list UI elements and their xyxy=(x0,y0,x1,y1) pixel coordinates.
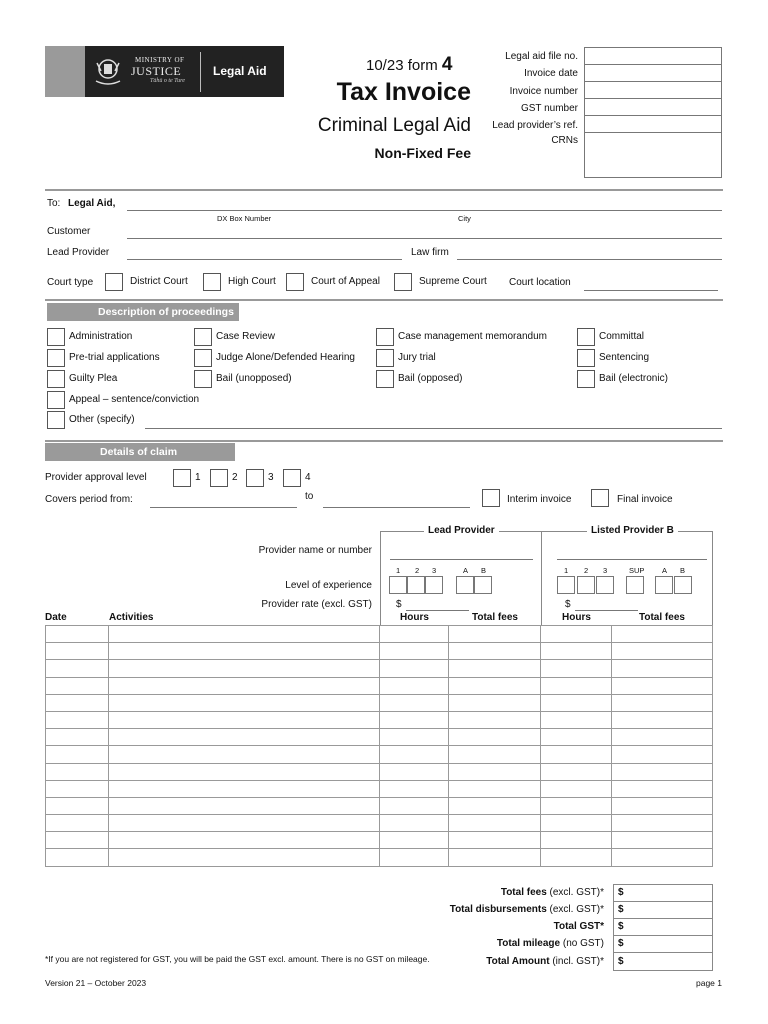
to-value: Legal Aid, xyxy=(68,198,116,209)
listed-fees-cell[interactable] xyxy=(612,797,713,814)
lead-rate-dollar: $ xyxy=(396,599,402,610)
court-of-appeal-checkbox[interactable] xyxy=(286,273,304,291)
supreme-court-checkbox[interactable] xyxy=(394,273,412,291)
case-review-checkbox[interactable] xyxy=(194,328,212,346)
dx-box-label: DX Box Number xyxy=(217,214,272,223)
divider xyxy=(45,299,723,301)
lead-fees-cell[interactable] xyxy=(449,746,541,763)
total-mileage-label-bold: Total mileage xyxy=(496,938,561,949)
appeal-label: Appeal – sentence/conviction xyxy=(69,394,200,405)
total-amount-field[interactable] xyxy=(613,952,713,971)
activity-cell[interactable] xyxy=(108,729,380,746)
total-fees-label-bold: Total fees xyxy=(500,887,547,898)
date-cell[interactable] xyxy=(46,677,109,694)
date-cell[interactable] xyxy=(46,626,109,643)
activity-cell[interactable] xyxy=(108,711,380,728)
listed-level-b: B xyxy=(680,566,686,575)
approval-2-label: 2 xyxy=(232,472,238,483)
listed-fees-cell[interactable] xyxy=(612,677,713,694)
table-row xyxy=(46,832,713,849)
listed-exp-b-box[interactable] xyxy=(674,576,692,594)
activity-cell[interactable] xyxy=(108,643,380,660)
listed-hours-cell[interactable] xyxy=(541,780,612,797)
period-to-label: to xyxy=(305,491,314,502)
table-row xyxy=(46,780,713,797)
lead-provider-label: Lead Provider xyxy=(47,247,110,258)
lead-fees-cell[interactable] xyxy=(449,677,541,694)
approval-1-checkbox[interactable] xyxy=(173,469,191,487)
invoice-number-field[interactable] xyxy=(584,81,722,98)
bail-unopposed-checkbox[interactable] xyxy=(194,370,212,388)
table-row xyxy=(46,711,713,728)
file-no-field[interactable] xyxy=(584,47,722,64)
listed-provider-name-field[interactable] xyxy=(557,559,707,560)
case-review-label: Case Review xyxy=(216,331,275,342)
approval-2-checkbox[interactable] xyxy=(210,469,228,487)
court-location-field[interactable] xyxy=(584,290,718,291)
lead-fees-cell[interactable] xyxy=(449,815,541,832)
invoice-date-label: Invoice date xyxy=(524,68,578,79)
total-mileage-field[interactable] xyxy=(613,935,713,953)
invoice-number-label: Invoice number xyxy=(509,86,578,97)
listed-fees-cell[interactable] xyxy=(612,660,713,677)
listed-fees-cell[interactable] xyxy=(612,746,713,763)
district-court-checkbox[interactable] xyxy=(105,273,123,291)
listed-hours-cell[interactable] xyxy=(541,660,612,677)
interim-invoice-checkbox[interactable] xyxy=(482,489,500,507)
total-mileage-label xyxy=(497,938,604,949)
page-subsubtitle: Non-Fixed Fee xyxy=(374,145,471,161)
invoice-date-field[interactable] xyxy=(584,64,722,81)
activities-table xyxy=(45,625,713,867)
lead-ref-field[interactable] xyxy=(584,115,722,132)
logo-legal-aid: Legal Aid xyxy=(213,64,267,78)
other-checkbox[interactable] xyxy=(47,411,65,429)
date-cell[interactable] xyxy=(46,660,109,677)
lead-fees-cell[interactable] xyxy=(449,660,541,677)
total-gst-field[interactable] xyxy=(613,918,713,936)
lead-hours-cell[interactable] xyxy=(380,729,449,746)
listed-rate-field[interactable] xyxy=(575,610,638,611)
form-code-text: 10/23 form xyxy=(366,57,438,74)
listed-exp-a-box[interactable] xyxy=(655,576,673,594)
lead-rate-field[interactable] xyxy=(406,610,469,611)
listed-exp-3-box[interactable] xyxy=(596,576,614,594)
committal-label: Committal xyxy=(599,331,645,342)
bail-electronic-checkbox[interactable] xyxy=(577,370,595,388)
jury-trial-label: Jury trial xyxy=(398,352,436,363)
listed-hours-cell[interactable] xyxy=(541,832,612,849)
activity-cell[interactable] xyxy=(108,763,380,780)
lead-hours-cell[interactable] xyxy=(380,746,449,763)
lead-fees-cell[interactable] xyxy=(449,626,541,643)
listed-hours-cell[interactable] xyxy=(541,643,612,660)
total-amount-label-bold: Total Amount xyxy=(486,956,550,967)
committal-checkbox[interactable] xyxy=(577,328,595,346)
sentencing-checkbox[interactable] xyxy=(577,349,595,367)
divider xyxy=(45,189,723,191)
sentencing-label: Sentencing xyxy=(599,352,650,363)
total-gst-label-bold: Total GST* xyxy=(553,921,604,932)
lead-exp-3-box[interactable] xyxy=(425,576,443,594)
listed-fees-cell[interactable] xyxy=(612,780,713,797)
listed-level-1: 1 xyxy=(564,566,569,575)
lead-fees-cell[interactable] xyxy=(449,849,541,866)
total-amount-label xyxy=(486,956,604,967)
table-row xyxy=(46,643,713,660)
activity-cell[interactable] xyxy=(108,815,380,832)
lead-fees-cell[interactable] xyxy=(449,711,541,728)
proceedings-heading xyxy=(47,303,239,321)
lead-hours-cell[interactable] xyxy=(380,711,449,728)
case-management-checkbox[interactable] xyxy=(376,328,394,346)
activity-cell[interactable] xyxy=(108,677,380,694)
table-row xyxy=(46,677,713,694)
judge-alone-label: Judge Alone/Defended Hearing xyxy=(216,352,355,363)
lead-exp-1-box[interactable] xyxy=(389,576,407,594)
total-disb-field[interactable] xyxy=(613,901,713,919)
lead-hours-cell[interactable] xyxy=(380,780,449,797)
lead-fees-cell[interactable] xyxy=(449,694,541,711)
listed-hours-cell[interactable] xyxy=(541,849,612,866)
lead-hours-cell[interactable] xyxy=(380,660,449,677)
lead-hours-cell[interactable] xyxy=(380,832,449,849)
other-label: Other (specify) xyxy=(69,414,135,425)
total-fees-field[interactable] xyxy=(613,884,713,902)
total-disb-label xyxy=(450,904,604,915)
guilty-plea-label: Guilty Plea xyxy=(69,373,118,384)
listed-fees-cell[interactable] xyxy=(612,849,713,866)
lead-level-1: 1 xyxy=(396,566,401,575)
lead-hours-cell[interactable] xyxy=(380,763,449,780)
listed-fees-cell[interactable] xyxy=(612,763,713,780)
lead-level-2: 2 xyxy=(415,566,420,575)
listed-hours-cell[interactable] xyxy=(541,763,612,780)
col-activities-header: Activities xyxy=(109,612,154,623)
bail-electronic-label: Bail (electronic) xyxy=(599,373,668,384)
total-amount-dollar: $ xyxy=(618,956,624,967)
to-label: To: xyxy=(47,198,61,209)
lead-fees-cell[interactable] xyxy=(449,797,541,814)
lead-fees-cell[interactable] xyxy=(449,763,541,780)
period-from-label: Covers period from: xyxy=(45,494,133,505)
pretrial-label: Pre-trial applications xyxy=(69,352,160,363)
date-cell[interactable] xyxy=(46,797,109,814)
lead-provider-name-field[interactable] xyxy=(390,559,533,560)
listed-exp-sup-box[interactable] xyxy=(626,576,644,594)
lead-exp-b-box[interactable] xyxy=(474,576,492,594)
date-cell[interactable] xyxy=(46,849,109,866)
approval-4-label: 4 xyxy=(305,472,311,483)
lead-fees-cell[interactable] xyxy=(449,780,541,797)
form-number: 4 xyxy=(441,54,453,75)
lead-level-a: A xyxy=(463,566,469,575)
listed-hours-cell[interactable] xyxy=(541,694,612,711)
total-gst-dollar: $ xyxy=(618,921,624,932)
lead-exp-a-box[interactable] xyxy=(456,576,474,594)
provider-name-label: Provider name or number xyxy=(258,545,372,556)
col-listed-hours-header: Hours xyxy=(562,612,591,623)
listed-level-sup: SUP xyxy=(629,566,645,575)
judge-alone-checkbox[interactable] xyxy=(194,349,212,367)
total-gst-label xyxy=(554,921,604,932)
lead-fees-cell[interactable] xyxy=(449,729,541,746)
claim-heading-text: Details of claim xyxy=(100,446,178,458)
lead-hours-cell[interactable] xyxy=(380,849,449,866)
col-lead-hours-header: Hours xyxy=(400,612,429,623)
page-title: Tax Invoice xyxy=(336,78,471,106)
date-cell[interactable] xyxy=(46,746,109,763)
divider xyxy=(45,440,723,442)
listed-hours-cell[interactable] xyxy=(541,626,612,643)
court-location-label: Court location xyxy=(509,277,571,288)
logo-tagline: Tāhū o te Ture xyxy=(150,78,185,84)
gst-number-label: GST number xyxy=(520,103,578,114)
table-row xyxy=(46,694,713,711)
listed-fees-cell[interactable] xyxy=(612,832,713,849)
lead-hours-cell[interactable] xyxy=(380,815,449,832)
total-disb-label-rest: (excl. GST)* xyxy=(546,904,604,915)
administration-checkbox[interactable] xyxy=(47,328,65,346)
date-cell[interactable] xyxy=(46,694,109,711)
listed-fees-cell[interactable] xyxy=(612,626,713,643)
final-invoice-label: Final invoice xyxy=(617,494,673,505)
total-disb-label-bold: Total disbursements xyxy=(449,904,547,915)
logo-justice: JUSTICE xyxy=(131,64,182,78)
supreme-court-label: Supreme Court xyxy=(419,276,487,287)
experience-label: Level of experience xyxy=(285,580,372,591)
listed-hours-cell[interactable] xyxy=(541,815,612,832)
guilty-plea-checkbox[interactable] xyxy=(47,370,65,388)
table-row xyxy=(46,729,713,746)
table-row xyxy=(46,746,713,763)
total-mileage-label-rest: (no GST) xyxy=(560,938,604,949)
crns-field[interactable] xyxy=(584,132,722,178)
form-code xyxy=(366,54,452,76)
lead-level-3: 3 xyxy=(432,566,437,575)
administration-label: Administration xyxy=(69,331,133,342)
table-row xyxy=(46,849,713,866)
logo-ministry: MINISTRY OF xyxy=(135,56,185,64)
court-of-appeal-label: Court of Appeal xyxy=(311,276,380,287)
listed-hours-cell[interactable] xyxy=(541,677,612,694)
table-row xyxy=(46,797,713,814)
lead-provider-heading: Lead Provider xyxy=(424,525,499,536)
listed-hours-cell[interactable] xyxy=(541,797,612,814)
lead-hours-cell[interactable] xyxy=(380,626,449,643)
lead-left-border xyxy=(380,531,381,625)
providers-mid-border xyxy=(541,531,542,625)
crest-icon xyxy=(93,55,123,87)
approval-4-checkbox[interactable] xyxy=(283,469,301,487)
activity-cell[interactable] xyxy=(108,832,380,849)
customer-field[interactable] xyxy=(127,238,722,239)
listed-fees-cell[interactable] xyxy=(612,729,713,746)
total-amount-label-rest: (incl. GST)* xyxy=(549,956,604,967)
date-cell[interactable] xyxy=(46,729,109,746)
address-field[interactable] xyxy=(127,210,722,211)
final-invoice-checkbox[interactable] xyxy=(591,489,609,507)
other-specify-field[interactable] xyxy=(145,428,722,429)
activity-cell[interactable] xyxy=(108,780,380,797)
period-to-field[interactable] xyxy=(323,507,470,508)
listed-level-3: 3 xyxy=(603,566,608,575)
listed-level-a: A xyxy=(662,566,668,575)
pretrial-checkbox[interactable] xyxy=(47,349,65,367)
district-court-label: District Court xyxy=(130,276,188,287)
date-cell[interactable] xyxy=(46,763,109,780)
gst-number-field[interactable] xyxy=(584,98,722,115)
case-management-label: Case management memorandum xyxy=(398,331,547,342)
listed-rate-dollar: $ xyxy=(565,599,571,610)
listed-exp-2-box[interactable] xyxy=(577,576,595,594)
table-row xyxy=(46,763,713,780)
listed-fees-cell[interactable] xyxy=(612,815,713,832)
high-court-label: High Court xyxy=(228,276,276,287)
listed-hours-cell[interactable] xyxy=(541,711,612,728)
listed-hours-cell[interactable] xyxy=(541,746,612,763)
claim-heading xyxy=(45,443,235,461)
rate-label: Provider rate (excl. GST) xyxy=(261,599,372,610)
logo-block xyxy=(45,46,284,97)
lead-level-b: B xyxy=(481,566,487,575)
date-cell[interactable] xyxy=(46,711,109,728)
lead-hours-cell[interactable] xyxy=(380,797,449,814)
file-no-label: Legal aid file no. xyxy=(505,51,578,62)
total-disb-dollar: $ xyxy=(618,904,624,915)
lead-fees-cell[interactable] xyxy=(449,643,541,660)
listed-exp-1-box[interactable] xyxy=(557,576,575,594)
listed-hours-cell[interactable] xyxy=(541,729,612,746)
page-subtitle: Criminal Legal Aid xyxy=(317,115,471,136)
lead-hours-cell[interactable] xyxy=(380,694,449,711)
approval-3-label: 3 xyxy=(268,472,274,483)
date-cell[interactable] xyxy=(46,780,109,797)
lead-provider-field[interactable] xyxy=(127,259,402,260)
bail-opposed-label: Bail (opposed) xyxy=(398,373,463,384)
jury-trial-checkbox[interactable] xyxy=(376,349,394,367)
lead-ref-label: Lead provider’s ref. xyxy=(492,120,578,131)
court-type-label: Court type xyxy=(47,277,94,288)
col-listed-fees-header: Total fees xyxy=(639,612,685,623)
col-date-header: Date xyxy=(45,612,67,623)
lead-hours-cell[interactable] xyxy=(380,677,449,694)
lead-hours-cell[interactable] xyxy=(380,643,449,660)
date-cell[interactable] xyxy=(46,832,109,849)
proceedings-heading-text: Description of proceedings xyxy=(98,306,234,318)
activity-cell[interactable] xyxy=(108,746,380,763)
date-cell[interactable] xyxy=(46,815,109,832)
approval-level-label: Provider approval level xyxy=(45,472,147,483)
table-row xyxy=(46,626,713,643)
date-cell[interactable] xyxy=(46,643,109,660)
listed-fees-cell[interactable] xyxy=(612,711,713,728)
listed-fees-cell[interactable] xyxy=(612,643,713,660)
col-lead-fees-header: Total fees xyxy=(472,612,518,623)
high-court-checkbox[interactable] xyxy=(203,273,221,291)
version-text: Version 21 – October 2023 xyxy=(45,978,147,988)
logo-divider xyxy=(200,52,201,92)
total-fees-label xyxy=(501,887,604,898)
law-firm-field[interactable] xyxy=(457,259,722,260)
total-mileage-dollar: $ xyxy=(618,938,624,949)
activity-cell[interactable] xyxy=(108,660,380,677)
bail-unopposed-label: Bail (unopposed) xyxy=(216,373,292,384)
listed-level-2: 2 xyxy=(584,566,589,575)
gst-note: *If you are not registered for GST, you will be paid the GST excl. amount. There is no GST on mileage. xyxy=(45,954,430,964)
table-row xyxy=(46,815,713,832)
law-firm-label: Law firm xyxy=(411,247,449,258)
listed-provider-heading: Listed Provider B xyxy=(587,525,678,536)
listed-fees-cell[interactable] xyxy=(612,694,713,711)
total-fees-dollar: $ xyxy=(618,887,624,898)
customer-label: Customer xyxy=(47,226,91,237)
interim-invoice-label: Interim invoice xyxy=(507,494,572,505)
page-number: page 1 xyxy=(696,978,722,988)
activity-cell[interactable] xyxy=(108,797,380,814)
table-row xyxy=(46,660,713,677)
period-from-field[interactable] xyxy=(150,507,297,508)
approval-3-checkbox[interactable] xyxy=(246,469,264,487)
activity-cell[interactable] xyxy=(108,694,380,711)
crns-label: CRNs xyxy=(551,135,578,146)
approval-1-label: 1 xyxy=(195,472,201,483)
activity-cell[interactable] xyxy=(108,849,380,866)
activity-cell[interactable] xyxy=(108,626,380,643)
bail-opposed-checkbox[interactable] xyxy=(376,370,394,388)
lead-fees-cell[interactable] xyxy=(449,832,541,849)
appeal-checkbox[interactable] xyxy=(47,391,65,409)
listed-right-border xyxy=(712,531,713,625)
city-label: City xyxy=(458,214,471,223)
lead-exp-2-box[interactable] xyxy=(407,576,425,594)
total-fees-label-rest: (excl. GST)* xyxy=(546,887,604,898)
